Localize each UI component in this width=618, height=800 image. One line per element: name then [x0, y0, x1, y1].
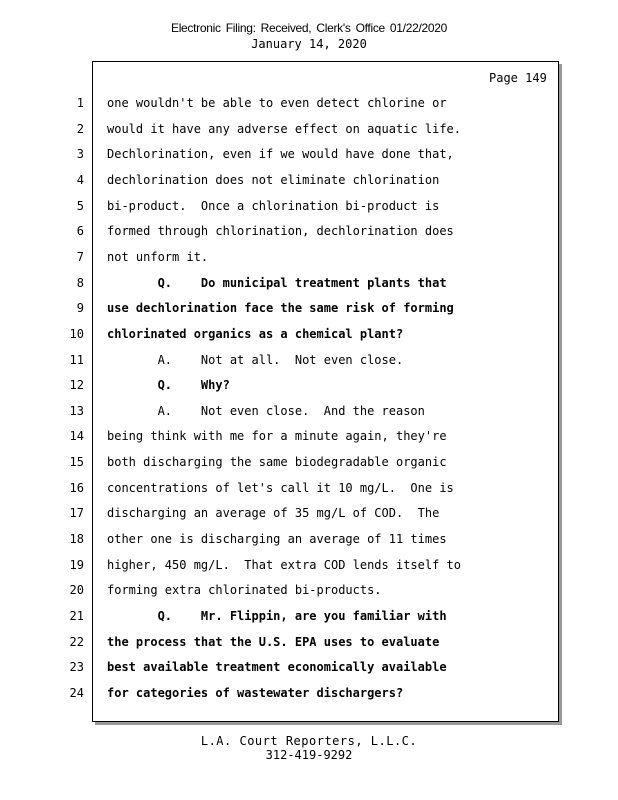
line-text: Q. Why?: [107, 378, 230, 392]
line-number: 6: [76, 224, 84, 238]
line-number: 12: [69, 378, 84, 392]
line-number: 16: [69, 481, 84, 495]
line-number: 21: [69, 609, 84, 623]
line-number: 8: [76, 276, 84, 290]
line-number: 23: [69, 660, 84, 674]
line-text: dechlorination does not eliminate chlorination: [107, 173, 440, 187]
page-number: Page 149: [489, 71, 547, 85]
line-number: 14: [69, 429, 84, 443]
line-number: 22: [69, 635, 84, 649]
line-text: A. Not at all. Not even close.: [107, 353, 404, 367]
line-number: 11: [69, 353, 84, 367]
line-text: being think with me for a minute again, they're: [107, 429, 447, 443]
line-number: 13: [69, 404, 84, 418]
line-number: 18: [69, 532, 84, 546]
line-text: for categories of wastewater dischargers?: [107, 686, 404, 700]
line-text: not unform it.: [107, 250, 209, 264]
line-text: A. Not even close. And the reason: [107, 404, 425, 418]
line-number: 1: [76, 96, 84, 110]
line-text: forming extra chlorinated bi-products.: [107, 583, 382, 597]
line-number: 15: [69, 455, 84, 469]
line-text: other one is discharging an average of 11 times: [107, 532, 447, 546]
line-text: Dechlorination, even if we would have done that,: [107, 147, 454, 161]
line-number: 2: [76, 122, 84, 136]
transcript-date: January 14, 2020: [251, 37, 367, 51]
line-number: 7: [76, 250, 84, 264]
line-text: concentrations of let's call it 10 mg/L. One is: [107, 481, 454, 495]
line-number: 24: [69, 686, 84, 700]
line-text: the process that the U.S. EPA uses to evaluate: [107, 635, 440, 649]
line-number: 5: [76, 199, 84, 213]
line-text: Q. Do municipal treatment plants that: [107, 276, 447, 290]
line-text: would it have any adverse effect on aquatic life.: [107, 122, 462, 136]
filing-stamp: Electronic Filing: Received, Clerk's Office 01/22/2020: [170, 21, 447, 35]
line-text: bi-product. Once a chlorination bi-product is: [107, 199, 440, 213]
reporter-phone: 312-419-9292: [265, 748, 353, 762]
line-text: chlorinated organics as a chemical plant?: [107, 327, 404, 341]
line-number: 17: [69, 506, 84, 520]
line-text: both discharging the same biodegradable organic: [107, 455, 447, 469]
line-number: 3: [76, 147, 84, 161]
line-number: 10: [69, 327, 84, 341]
line-number: 20: [69, 583, 84, 597]
line-number: 19: [69, 558, 84, 572]
line-text: Q. Mr. Flippin, are you familiar with: [107, 609, 447, 623]
line-text: best available treatment economically available: [107, 660, 447, 674]
reporter-company: L.A. Court Reporters, L.L.C.: [200, 734, 418, 748]
line-text: one wouldn't be able to even detect chlorine or: [107, 96, 447, 110]
line-number: 4: [76, 173, 84, 187]
line-text: use dechlorination face the same risk of forming: [107, 301, 454, 315]
line-text: discharging an average of 35 mg/L of COD. The: [107, 506, 440, 520]
line-text: formed through chlorination, dechlorination does: [107, 224, 454, 238]
line-number: 9: [76, 301, 84, 315]
line-text: higher, 450 mg/L. That extra COD lends itself to: [107, 558, 462, 572]
